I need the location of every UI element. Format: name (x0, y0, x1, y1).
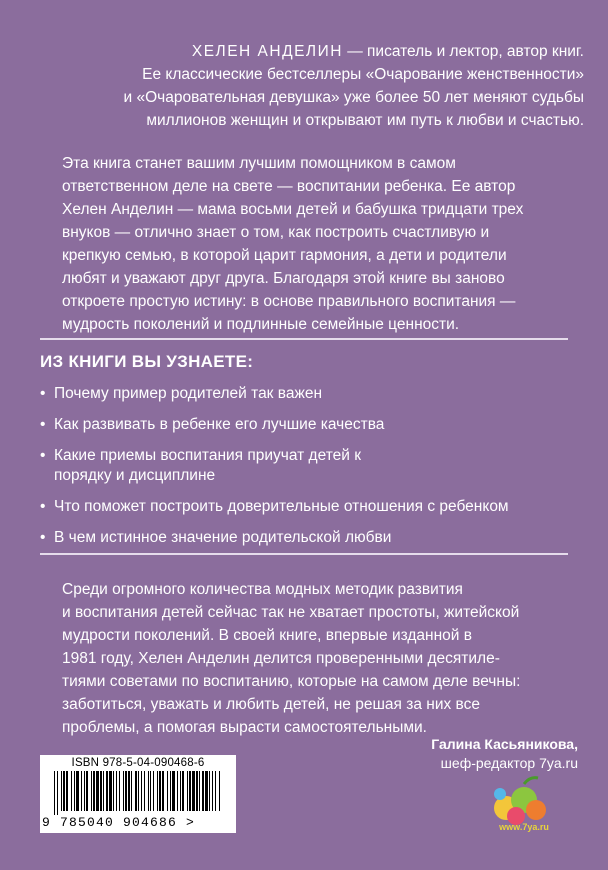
signature-role: шеф-редактор 7ya.ru (440, 755, 578, 771)
intro-line: Эта книга станет вашим лучшим помощником в самом (62, 155, 456, 172)
barcode-bar (93, 771, 95, 811)
list-item: • В чем истинное значение родительской любви (40, 529, 392, 546)
outro-paragraph (62, 578, 562, 739)
barcode-bar (123, 771, 124, 811)
outro-line: 1981 году, Хелен Анделин делится проверенными десятиле- (62, 650, 500, 667)
intro-line: ответственном деле на свете — воспитании ребенка. Ее автор (62, 178, 516, 195)
barcode-bar (54, 771, 55, 815)
barcode-bar (57, 771, 58, 815)
barcode-bar (167, 771, 168, 811)
outro-line: и воспитания детей сейчас так не хватает простоты, житейской (62, 604, 520, 621)
barcode-bars (44, 771, 232, 815)
barcode-bar (153, 771, 154, 811)
barcode-bar (74, 771, 75, 811)
signature-name: Галина Касьяникова, (431, 736, 578, 752)
bullet-icon: • (40, 498, 46, 515)
intro-line: мудрость поколений и подлинные семейные ценности. (62, 316, 460, 333)
barcode-bar (212, 771, 213, 811)
intro-line: внуков — отлично знает о том, как построить счастливую и (62, 224, 490, 241)
author-bio-line: Ее классические бестселлеры «Очарование женственности» (142, 66, 584, 83)
author-bio-line: миллионов женщин и открывают им путь к любви и счастью. (146, 112, 584, 129)
barcode-bar (209, 771, 210, 811)
barcode-bar (205, 771, 208, 811)
barcode-bar (63, 771, 65, 811)
barcode-bar (125, 771, 127, 811)
barcode-bar (199, 771, 200, 811)
barcode-bar (109, 771, 112, 811)
barcode-bar (81, 771, 82, 811)
barcode-bar (170, 771, 171, 811)
barcode-bar (148, 771, 149, 811)
intro-line: Хелен Анделин — мама восьми детей и бабушка тридцати трех (62, 201, 524, 218)
barcode-bar (86, 771, 88, 811)
intro-paragraph (62, 152, 562, 336)
barcode-bar (141, 771, 142, 811)
barcode-bar (150, 771, 151, 811)
isbn-label: ISBN 978-5-04-090468-6 (71, 757, 205, 769)
isbn-barcode (40, 755, 236, 833)
barcode-bar (100, 771, 102, 811)
barcode-bar (202, 771, 204, 811)
outro-line: Среди огромного количества модных методик развития (62, 581, 463, 598)
bullet-icon: • (40, 447, 46, 464)
signature (360, 735, 578, 773)
barcode-bar (76, 771, 79, 811)
barcode-bar (135, 771, 137, 811)
barcode-bar (91, 771, 92, 811)
barcode-bar (113, 771, 114, 811)
barcode-bar (71, 771, 72, 811)
author-bio-line: и «Очаровательная девушка» уже более 50 лет меняют судьбы (123, 89, 584, 106)
logo-text: www.7ya.ru (499, 822, 549, 832)
intro-line: любят и уважают друг друга. Благодаря этой книге вы заново (62, 270, 505, 287)
barcode-bar (219, 771, 220, 811)
barcode-bar (144, 771, 145, 811)
barcode-bar (187, 771, 188, 811)
author-bio-line: — писатель и лектор, автор книг. (342, 43, 584, 60)
barcode-bar (103, 771, 104, 811)
barcode-bar (172, 771, 175, 811)
barcode-bar (66, 771, 68, 811)
list-item: • Почему пример родителей так важен (40, 385, 323, 402)
barcode-bar (96, 771, 99, 811)
list-item: • Какие приемы воспитания приучат детей к порядку и дисциплине (40, 447, 361, 484)
barcode-bar (106, 771, 108, 811)
learn-list (40, 384, 570, 559)
bullet-icon: • (40, 529, 46, 546)
barcode-bar (162, 771, 164, 811)
author-name: ХЕЛЕН АНДЕЛИН (191, 43, 343, 60)
barcode-bar (84, 771, 85, 811)
outro-line: заботиться, уважать и любить детей, не решая за них все (62, 696, 480, 713)
barcode-bar (196, 771, 198, 811)
barcode-bar (116, 771, 117, 811)
outro-line: тиями советами по воспитанию, которые на самом деле вечны: (62, 673, 521, 690)
barcode-bar (157, 771, 158, 811)
barcode-bar (138, 771, 139, 811)
divider-top (40, 338, 568, 340)
author-bio (44, 40, 584, 132)
barcode-bar (192, 771, 195, 811)
outro-line: мудрости поколений. В своей книге, впервые изданной в (62, 627, 472, 644)
barcode-bar (159, 771, 161, 811)
barcode-bar (189, 771, 191, 811)
list-item: • Что поможет построить доверительные отношения с ребенком (40, 498, 509, 515)
barcode-bar (131, 771, 132, 811)
barcode-bar (119, 771, 120, 811)
bullet-icon: • (40, 385, 46, 402)
outro-line: проблемы, а помогая вырасти самостоятельными. (62, 719, 427, 736)
barcode-bar (177, 771, 178, 811)
barcode-bar (182, 771, 184, 811)
divider-bottom (40, 553, 568, 555)
barcode-bar (180, 771, 181, 811)
list-item: • Как развивать в ребенке его лучшие качества (40, 416, 385, 433)
intro-line: крепкую семью, в которой царит гармония, а дети и родители (62, 247, 507, 264)
bullet-icon: • (40, 416, 46, 433)
intro-line: откроете простую истину: в основе правильного воспитания — (62, 293, 516, 310)
barcode-bar (61, 771, 62, 811)
barcode-digits: 9 785040 904686 > (42, 815, 196, 830)
barcode-bar (128, 771, 130, 811)
learn-title: ИЗ КНИГИ ВЫ УЗНАЕТЕ: (40, 352, 254, 371)
barcode-bar (215, 771, 216, 811)
